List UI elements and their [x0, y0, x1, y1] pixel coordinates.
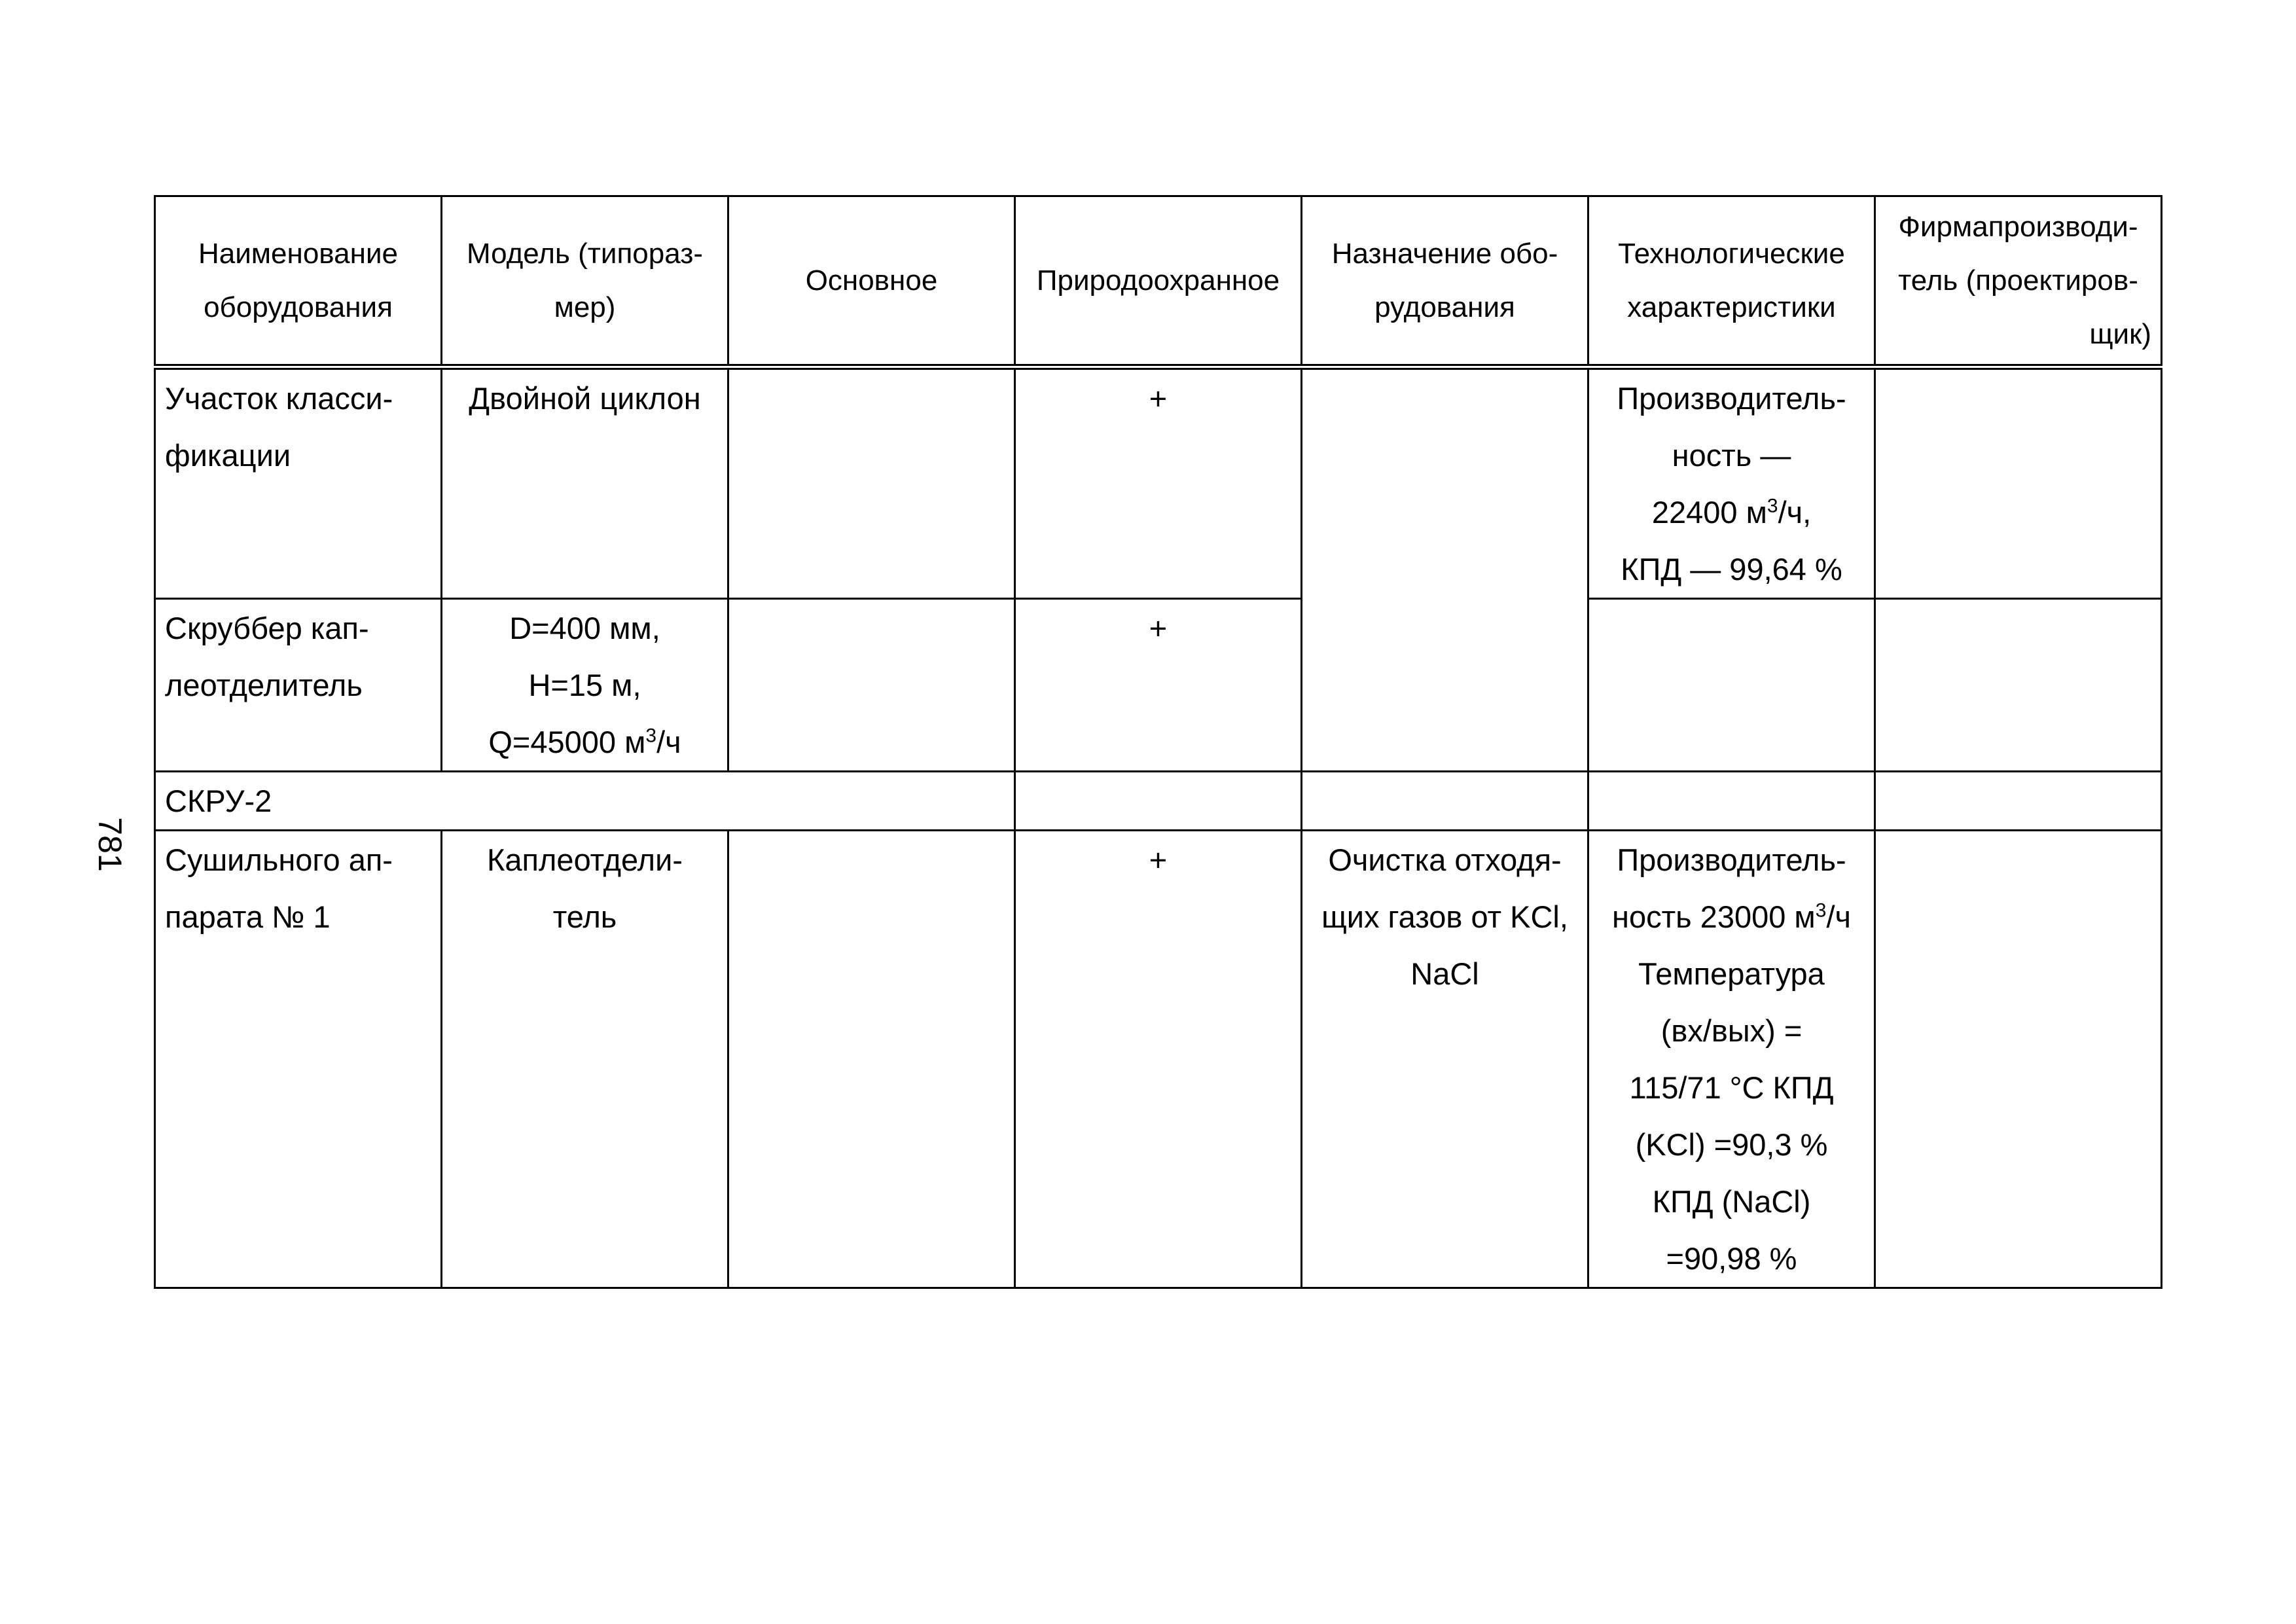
environmental-cell	[1015, 772, 1302, 831]
equipment-name-cell: Скруббер кап- леотделитель	[155, 599, 442, 772]
header-environmental: Природоохранное	[1015, 196, 1302, 367]
environmental-cell: +	[1015, 831, 1302, 1288]
manufacturer-cell	[1875, 831, 2162, 1288]
tech-characteristics-cell: Производитель- ность — 22400 $м^3/ч$, КПД — 99,64 %	[1588, 367, 1875, 599]
page-number: 781	[92, 817, 128, 872]
equipment-table	[154, 195, 2162, 1289]
purpose-cell	[1302, 772, 1588, 831]
manufacturer-cell	[1875, 367, 2162, 599]
table-row	[155, 772, 2162, 831]
manufacturer-cell	[1875, 772, 2162, 831]
header-model: Модель (типораз- мер)	[442, 196, 728, 367]
header-main: Основное	[728, 196, 1015, 367]
table-row	[155, 367, 2162, 599]
table-row	[155, 831, 2162, 1288]
main-cell	[728, 831, 1015, 1288]
model-cell: Каплеотдели- тель	[442, 831, 728, 1288]
header-tech-characteristics: Технологические характеристики	[1588, 196, 1875, 367]
environmental-cell: +	[1015, 367, 1302, 599]
table-row	[155, 599, 2162, 772]
tech-characteristics-cell	[1588, 772, 1875, 831]
main-cell	[728, 367, 1015, 599]
main-cell	[728, 599, 1015, 772]
header-manufacturer: Фирмапроизводи- тель (проектиров- щик)	[1875, 196, 2162, 367]
tech-characteristics-cell	[1588, 599, 1875, 772]
equipment-name-cell: Участок класси- фикации	[155, 367, 442, 599]
model-cell: Двойной циклон	[442, 367, 728, 599]
manufacturer-cell	[1875, 599, 2162, 772]
header-purpose: Назначение обо- рудования	[1302, 196, 1588, 367]
tech-characteristics-cell: Производитель- ность 23000 $м^3/ч$ Температура (вх/вых) = 115/71 °С КПД (KCl) =90,3 % КПД (NaCl) =90,98 %	[1588, 831, 1875, 1288]
table-header-row	[155, 196, 2162, 367]
environmental-cell: +	[1015, 599, 1302, 772]
equipment-name-cell: Сушильного ап- парата № 1	[155, 831, 442, 1288]
section-cell: СКРУ-2	[155, 772, 1015, 831]
header-equipment-name: Наименование оборудования	[155, 196, 442, 367]
model-cell: D=400 мм, H=15 м, Q=45000 $м^3/ч$	[442, 599, 728, 772]
purpose-cell	[1302, 367, 1588, 772]
purpose-cell: Очистка отходя- щих газов от KCl, NaCl	[1302, 831, 1588, 1288]
